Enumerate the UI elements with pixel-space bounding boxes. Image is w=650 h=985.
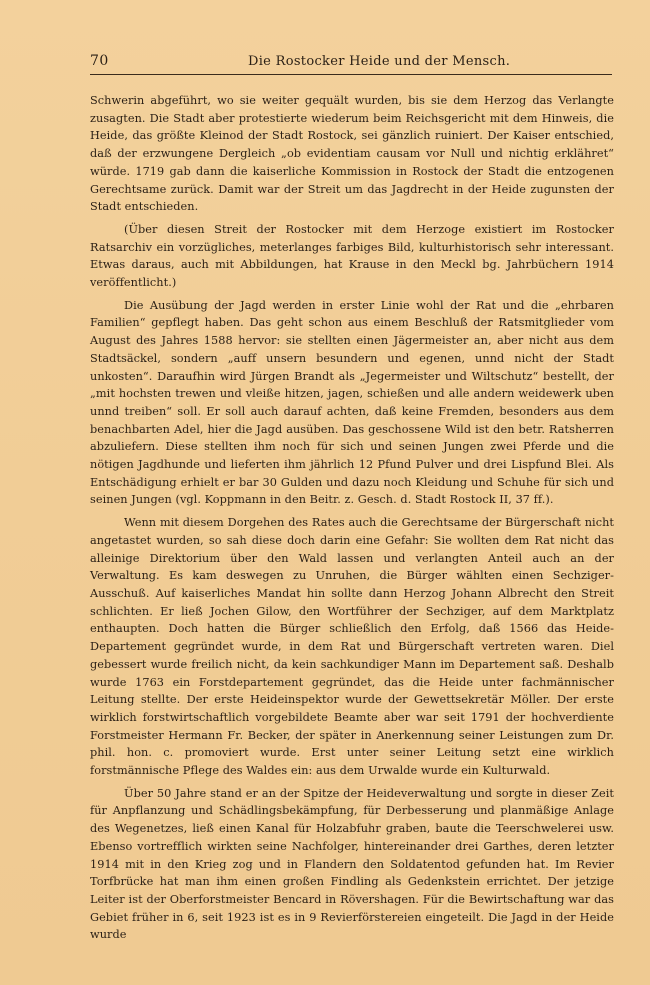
header-rule [90,74,612,75]
paragraph-3: Die Ausübung der Jagd werden in erster Linie wohl der Rat und die „ehrbaren Familien“ gepflegt haben. Das geht schon aus einem Beschluß der Ratsmitglieder vom August des Jahres 1588 hervor: sie stellten einen Jägermeister an, aber nicht aus dem Stadtsäckel, sondern „auff unsern besundern und egenen, unnd nicht der Stadt unkosten“. Daraufhin wird Jürgen Brandt als „Jegermeister und Wiltschutz“ bestellt, der „mit hochsten trewen und vleiße hitzen, jagen, schießen und alle andern weidewerk uben unnd treiben“ soll. Er soll auch darauf achten, daß keine Fremden, besonders aus dem benachbarten Adel, hier die Jagd ausüben. Das geschossene Wild ist den betr. Ratsherren abzuliefern. Diese stellten ihm noch für sich und seinen Jungen zwei Pferde und die nötigen Jagdhunde und lieferten ihm jährlich 12 Pfund Pulver und drei Lispfund Blei. Als Entschädigung erhielt er bar 30 Gulden und dazu noch Kleidung und Schuhe für sich und seinen Jungen (vgl. Koppmann in den Beitr. z. Gesch. d. Stadt Rostock II, 37 ff.). [90,298,614,507]
paragraph-4: Wenn mit diesem Dorgehen des Rates auch die Gerechtsame der Bürgerschaft nicht angetastet wurden, so sah diese doch darin eine Gefahr: Sie wollten dem Rat nicht das alleinige Direktorium über den Wald lassen und verlangten Anteil auch an der Verwaltung. Es kam deswegen zu Unruhen, die Bürger wählten einen Sechziger-Ausschuß. Auf kaiserliches Mandat hin sollte dann Herzog Johann Albrecht den Streit schlichten. Er ließ Jochen Gilow, den Wortführer der Sechziger, auf dem Marktplatz enthaupten. Doch hatten die Bürger schließlich den Erfolg, daß 1566 das Heide-Departement gegründet wurde, in dem Rat und Bürgerschaft vertreten waren. Diel gebessert wurde freilich nicht, da kein sachkundiger Mann im Departement saß. Deshalb wurde 1763 ein Forstdepartement gegründet, das die Heide unter fachmännischer Leitung stellte. Der erste Heideinspektor wurde der Gewettsekretär Möller. Der erste wirklich forstwirtschaftlich vorgebildete Beamte aber war seit 1791 der hochverdiente Forstmeister Hermann Fr. Becker, der später in Anerkennung seiner Leistungen zum Dr. phil. hon. c. promoviert wurde. Erst unter seiner Leitung setzt eine wirklich forstmännische Pflege des Waldes ein: aus dem Urwalde wurde ein Kulturwald. [90,516,614,778]
running-title: Die Rostocker Heide und der Mensch. [248,54,511,69]
paragraph-2: (Über diesen Streit der Rostocker mit dem Herzoge existiert im Rostocker Ratsarchiv ein vorzügliches, meterlanges farbiges Bild, kulturhistorisch sehr interessant. Etwas daraus, auch mit Abbildungen, hat Krause in den Meckl bg. Jahrbüchern 1914 veröffentlicht.) [90,222,614,290]
paragraph-1: Schwerin abgeführt, wo sie weiter gequält wurden, bis sie dem Herzog das Verlangte zusagten. Die Stadt aber protestierte wiederum beim Reichsgericht mit dem Hinweis, die Heide, das größte Kleinod der Stadt Rostock, sei gänzlich ruiniert. Der Kaiser entschied, daß der erzwungene Dergleich „ob evidentiam causam vor Null und nichtig erklähret“ würde. 1719 gab dann die kaiserliche Kommission in Rostock der Stadt die entzogenen Gerechtsame zurück. Damit war der Streit um das Jagdrecht in der Heide zugunsten der Stadt entschieden. [90,94,614,214]
paragraph-5: Über 50 Jahre stand er an der Spitze der Heideverwaltung und sorgte in dieser Zeit für Anpflanzung und Schädlingsbekämpfung, für Derbesserung und planmäßige Anlage des Wegenetzes, ließ einen Kanal für Holzabfuhr graben, baute die Teerschwelerei usw. Ebenso vortrefflich wirkten seine Nachfolger, hintereinander drei Garthes, deren letzter 1914 mit in den Krieg zog und in Flandern den Soldatentod gefunden hat. Im Revier Torfbrücke hat man ihm einen großen Findling als Gedenkstein errichtet. Der jetzige Leiter ist der Oberforstmeister Bencard in Rövershagen. Für die Bewirtschaftung war das Gebiet früher in 6, seit 1923 ist es in 9 Revierförstereien eingeteilt. Die Jagd in der Heide wurde [90,786,614,942]
page-body [90,92,614,944]
page-number: 70 [90,53,109,69]
page-header [90,53,612,73]
